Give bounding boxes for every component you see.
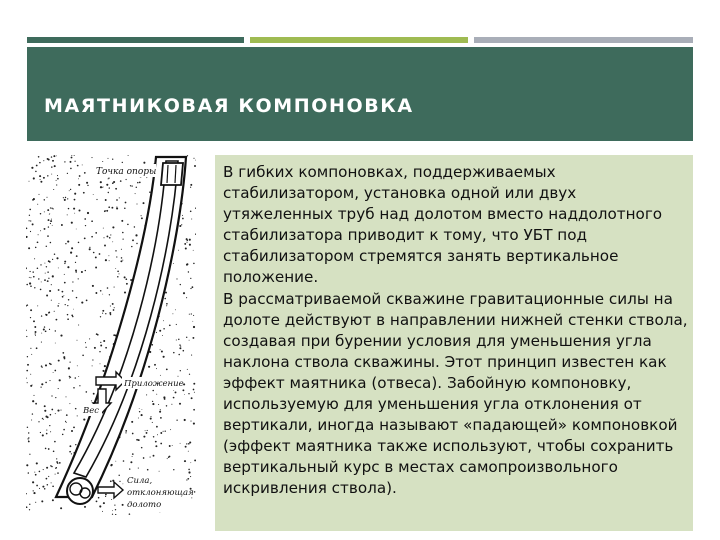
accent-bar-gray [474,37,693,43]
label-weight: Вес [83,406,100,416]
pendulum-diagram [26,155,196,515]
title-band [27,47,693,141]
label-bit-force-3: долото [127,500,162,510]
body-text [223,162,689,500]
pendulum-assembly-figure [26,155,196,515]
slide-title: МАЯТНИКОВАЯ КОМПОНОВКА [44,95,414,117]
label-bit-force-1: Сила, [127,476,153,486]
stabilizer [161,163,183,185]
label-bit-force-2: отклоняющая [127,488,194,498]
paragraph-2: В рассматриваемой скважине гравитационные силы на долоте действуют в направлении нижней стенки ствола, создавая при бурении условия для уменьшения угла наклона ствола скважины. Этот принцип известен как эффект маятника (отвеса). Забойную компоновку, используемую для уменьшения угла отклонения от вертикали, иногда называют «падающей» компоновкой (эффект маятника также используют, чтобы сохранить вертикальный курс в местах самопроизвольного искривления ствола). [223,289,688,498]
accent-bar-dark [27,37,244,43]
paragraph-1: В гибких компоновках, поддерживаемых стабилизатором, установка одной или двух утяжеленных труб над долотом вместо наддолотного стабилизатора приводит к тому, что УБТ под стабилизатором стремятся занять вертикальное положение. [223,163,663,287]
accent-bar-green [250,37,468,43]
label-support-point: Точка опоры [96,167,157,177]
label-application: Приложение [124,379,184,389]
